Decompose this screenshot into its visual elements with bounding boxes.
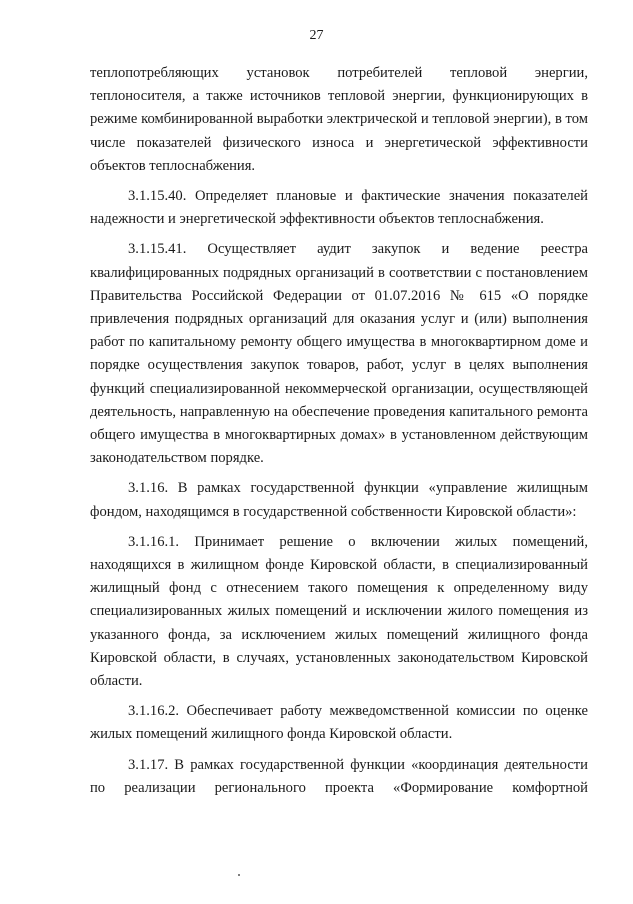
paragraph: 3.1.17. В рамках государственной функции «координация деятельности по реализации регионального проекта «Формирование комфортной	[90, 756, 588, 796]
body-text	[90, 62, 588, 807]
page-number: 27	[309, 28, 324, 43]
paragraph: 3.1.16. В рамках государственной функции «управление жилищным фондом, находящимся в государственной собственности Кировской области»:	[90, 480, 588, 520]
paragraph: 3.1.15.41. Осуществляет аудит закупок и ведение реестра квалифицированных подрядных организаций в соответствии с постановлением Правительства Российской Федерации от 01.07.2016 № 615 «О порядке привлечения подрядных организаций для оказания услуг и (или) выполнения работ по капитальному ремонту общего имущества в многоквартирном доме и порядке осуществления закупок товаров, работ, услуг в целях выполнения функций специализированной некоммерческой организации, осуществляющей деятельность, направленную на обеспечение проведения капитального ремонта общего имущества в многоквартирных домах» в установленном действующим законодательством порядке.	[90, 241, 588, 467]
paragraph: теплопотребляющих установок потребителей тепловой энергии, теплоносителя, а также источников тепловой энергии, функционирующих в режиме комбинированной выработки электрической и тепловой энергии), в том числе показателей физического износа и энергетической эффективности объектов теплоснабжения.	[90, 65, 588, 174]
paragraph: 3.1.16.1. Принимает решение о включении жилых помещений, находящихся в жилищном фонде Кировской области, в специализированный жилищный фонд с отнесением такого помещения к определенному виду специализированных жилых помещений и исключении жилого помещения из указанного фонда, за исключением жилых помещений жилищного фонда Кировской области, в случаях, установленных законодательством Кировской области.	[90, 533, 588, 690]
paragraph: 3.1.15.40. Определяет плановые и фактические значения показателей надежности и энергетической эффективности объектов теплоснабжения.	[90, 188, 588, 228]
scan-speck	[238, 874, 240, 876]
paragraph: 3.1.16.2. Обеспечивает работу межведомственной комиссии по оценке жилых помещений жилищного фонда Кировской области.	[90, 703, 588, 743]
